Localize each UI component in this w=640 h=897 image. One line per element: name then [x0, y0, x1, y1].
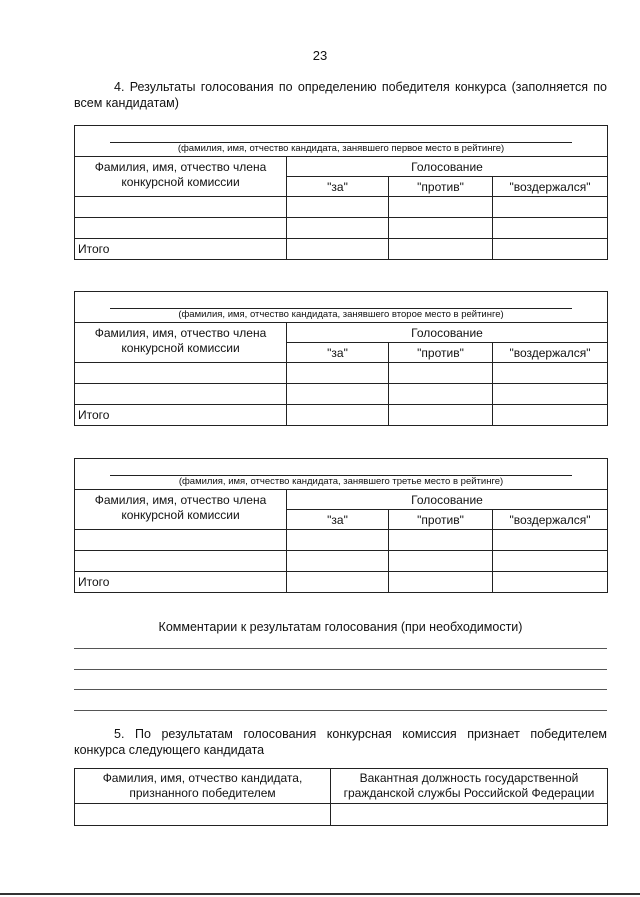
- voting-header: Голосование: [287, 490, 608, 510]
- candidate-name-cell: [75, 459, 608, 490]
- table-row: [75, 551, 608, 572]
- comment-line[interactable]: [74, 648, 607, 649]
- table-row: [75, 804, 608, 826]
- voting-header: Голосование: [287, 323, 608, 343]
- table-row: [75, 218, 608, 239]
- member-column-header: Фамилия, имя, отчество члена конкурсной комиссии: [75, 157, 287, 197]
- section-4-heading: [74, 80, 607, 111]
- total-row: [75, 239, 608, 260]
- voting-table-third-place: [74, 458, 608, 593]
- total-label: Итого: [75, 239, 287, 260]
- table-row: [75, 384, 608, 405]
- against-header: "против": [389, 343, 493, 363]
- comment-line[interactable]: [74, 710, 607, 711]
- comment-line[interactable]: [74, 669, 607, 670]
- candidate-name-cell: [75, 126, 608, 157]
- against-header: "против": [389, 177, 493, 197]
- section-5-heading: [74, 727, 607, 758]
- page-number: 23: [312, 48, 328, 63]
- vacancy-header: Вакантная должность государственной гражданской службы Российской Федерации: [331, 769, 608, 804]
- for-header: "за": [287, 177, 389, 197]
- table-row: [75, 197, 608, 218]
- for-header: "за": [287, 510, 389, 530]
- voting-table-first-place: [74, 125, 608, 260]
- candidate-name-cell: [75, 292, 608, 323]
- table-row: [75, 530, 608, 551]
- winner-name-header: Фамилия, имя, отчество кандидата, признанного победителем: [75, 769, 331, 804]
- section-5-line-1: 5. По результатам голосования конкурсная комиссия признает победителем: [114, 727, 607, 741]
- table-row: [75, 363, 608, 384]
- voting-table-second-place: [74, 291, 608, 426]
- comments-title: Комментарии к результатам голосования (при необходимости): [158, 620, 523, 634]
- candidate-caption: (фамилия, имя, отчество кандидата, занявшего третье место в рейтинге): [178, 476, 504, 487]
- section-4-line-1: 4. Результаты голосования по определению победителя конкурса (заполняется по: [114, 80, 607, 94]
- section-5-line-2: конкурса следующего кандидата: [74, 742, 265, 757]
- for-header: "за": [287, 343, 389, 363]
- total-row: [75, 405, 608, 426]
- candidate-caption: (фамилия, имя, отчество кандидата, занявшего второе место в рейтинге): [178, 309, 504, 320]
- abstained-header: "воздержался": [493, 510, 608, 530]
- member-column-header: Фамилия, имя, отчество члена конкурсной комиссии: [75, 323, 287, 363]
- comment-line[interactable]: [74, 689, 607, 690]
- winner-table: [74, 768, 608, 826]
- against-header: "против": [389, 510, 493, 530]
- section-4-line-2: всем кандидатам): [74, 95, 179, 110]
- voting-header: Голосование: [287, 157, 608, 177]
- page-bottom-border: [0, 893, 640, 895]
- abstained-header: "воздержался": [493, 177, 608, 197]
- total-label: Итого: [75, 572, 287, 593]
- total-row: [75, 572, 608, 593]
- member-column-header: Фамилия, имя, отчество члена конкурсной комиссии: [75, 490, 287, 530]
- abstained-header: "воздержался": [493, 343, 608, 363]
- total-label: Итого: [75, 405, 287, 426]
- candidate-caption: (фамилия, имя, отчество кандидата, занявшего первое место в рейтинге): [177, 143, 505, 154]
